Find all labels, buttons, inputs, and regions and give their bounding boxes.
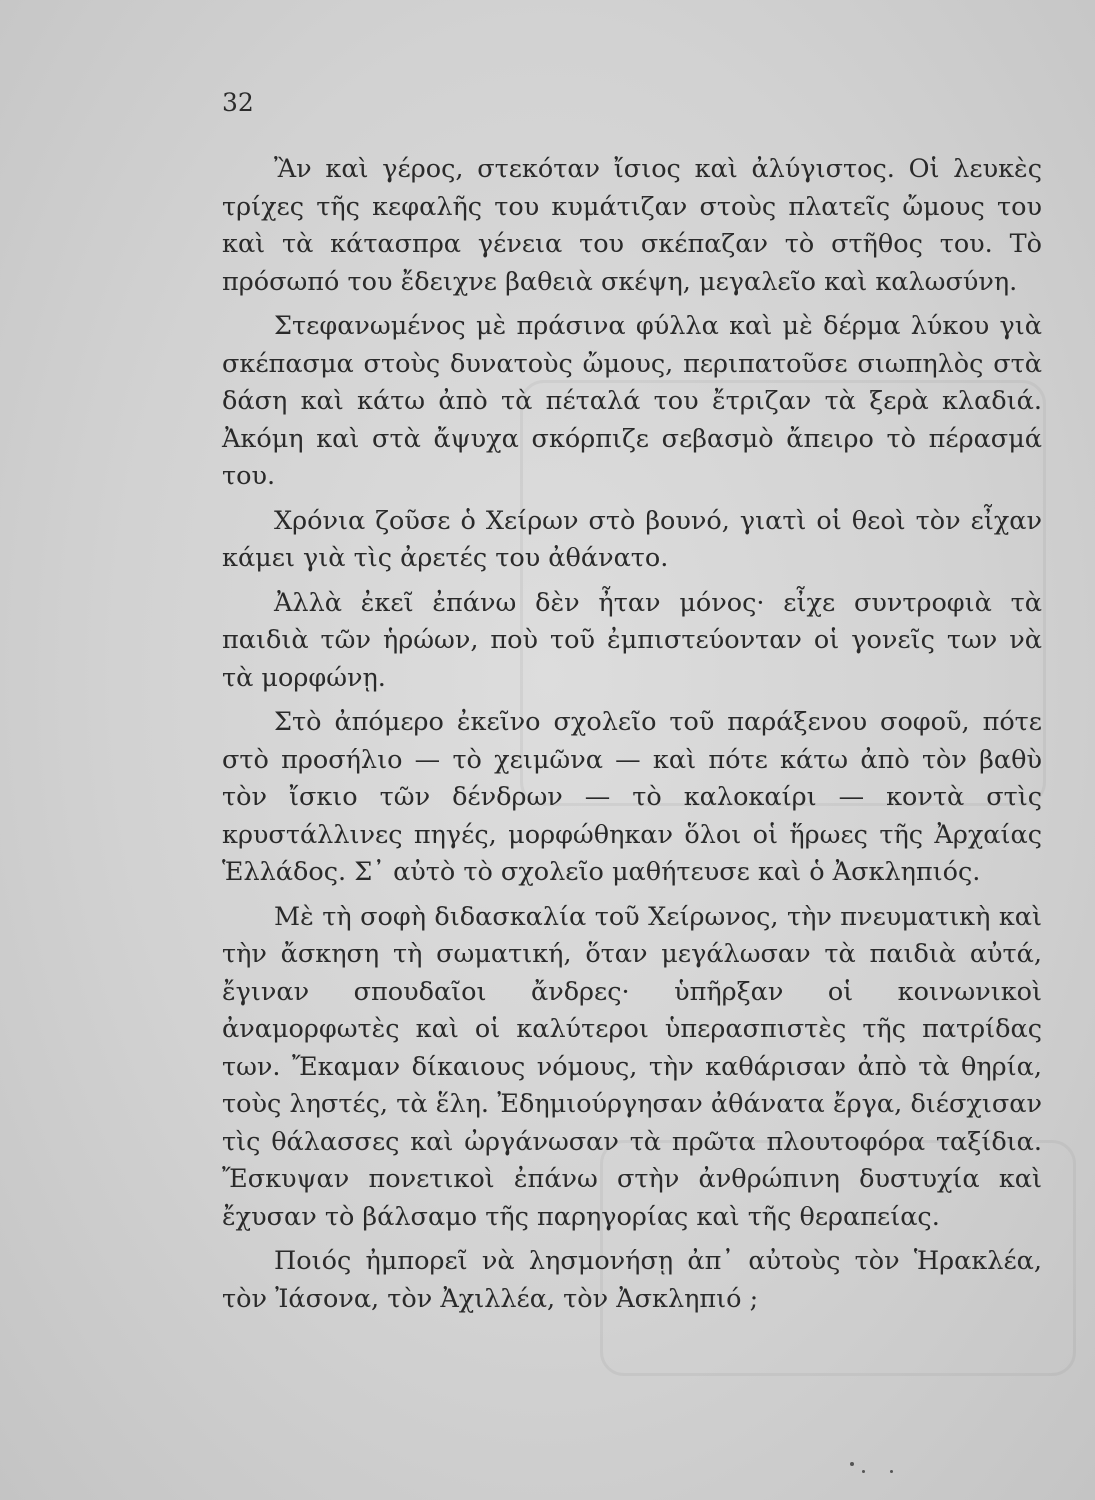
paragraph: Στὸ ἀπόμερο ἐκεῖνο σχολεῖο τοῦ παράξενου σοφοῦ, πότε στὸ προσήλιο — τὸ χειμῶνα — καὶ πότε κάτω ἀπὸ τὸν βαθὺ τὸν ἴσκιο τῶν δένδρων — τὸ καλοκαίρι — κοντὰ στὶς κρυστάλλινες πηγές, μορφώθηκαν ὅλοι οἱ ἥρωες τῆς Ἀρχαίας Ἑλλάδος. Σ᾽ αὐτὸ τὸ σχολεῖο μαθήτευσε καὶ ὁ Ἀσκληπιός. [222,707,1042,887]
paragraph: Μὲ τὴ σοφὴ διδασκαλία τοῦ Χείρωνος, τὴν πνευματικὴ καὶ τὴν ἄσκηση τὴ σωματική, ὅταν μεγάλωσαν τὰ παιδιὰ αὐτά, ἔγιναν σπουδαῖοι ἄνδρες· ὑπῆρξαν οἱ κοινωνικοὶ ἀναμορφωτὲς καὶ οἱ καλύτεροι ὑπερασπιστὲς τῆς πατρίδας των. Ἔκαμαν δίκαιους νόμους, τὴν καθάρισαν ἀπὸ τὰ θηρία, τοὺς ληστές, τὰ ἕλη. Ἐδημιούργησαν ἀθάνατα ἔργα, διέσχισαν τὶς θάλασσες καὶ ὠργάνωσαν τὰ πρῶτα πλουτοφόρα ταξίδια. Ἔσκυψαν πονετικοὶ ἐπάνω στὴν ἀνθρώπινη δυστυχία καὶ ἔχυσαν τὸ βάλσαμο τῆς παρηγορίας καὶ τῆς θεραπείας. [222,901,1042,1232]
paragraph: Ποιός ἠμπορεῖ νὰ λησμονήσῃ ἀπ᾽ αὐτοὺς τὸν Ἡρακλέα, τὸν Ἰάσονα, τὸν Ἀχιλλέα, τὸν Ἀσκληπιό ; [222,1246,1042,1314]
paragraph: Ἀλλὰ ἐκεῖ ἐπάνω δὲν ἦταν μόνος· εἶχε συντροφιὰ τὰ παιδιὰ τῶν ἡρώων, ποὺ τοῦ ἐμπιστεύονταν οἱ γονεῖς των νὰ τὰ μορφώνῃ. [222,587,1042,693]
dust-speck [862,1470,865,1473]
paragraph: Στεφανωμένος μὲ πράσινα φύλλα καὶ μὲ δέρμα λύκου γιὰ σκέπασμα στοὺς δυνατοὺς ὤμους, περιπατοῦσε σιωπηλὸς στὰ δάση καὶ κάτω ἀπὸ τὰ πέταλά του ἔτριζαν τὰ ξερὰ κλαδιά. Ἀκόμη καὶ στὰ ἄψυχα σκόρπιζε σεβασμὸ ἄπειρο τὸ πέρασμά του. [222,311,1042,491]
paragraph: Ἂν καὶ γέρος, στεκόταν ἴσιος καὶ ἀλύγιστος. Οἱ λευκὲς τρίχες τῆς κεφαλῆς του κυμάτιζαν στοὺς πλατεῖς ὤμους του καὶ τὰ κάτασπρα γένεια του σκέπαζαν τὸ στῆθος του. Τὸ πρόσωπό του ἔδειχνε βαθειὰ σκέψη, μεγαλεῖο καὶ καλωσύνη. [222,154,1042,297]
body-text [222,151,1042,1318]
page-number: 32 [222,88,254,117]
paragraph: Χρόνια ζοῦσε ὁ Χείρων στὸ βουνό, γιατὶ οἱ θεοὶ τὸν εἶχαν κάμει γιὰ τὶς ἀρετές του ἀθάνατο. [222,505,1042,573]
dust-speck [850,1462,854,1466]
dust-speck [890,1470,893,1473]
